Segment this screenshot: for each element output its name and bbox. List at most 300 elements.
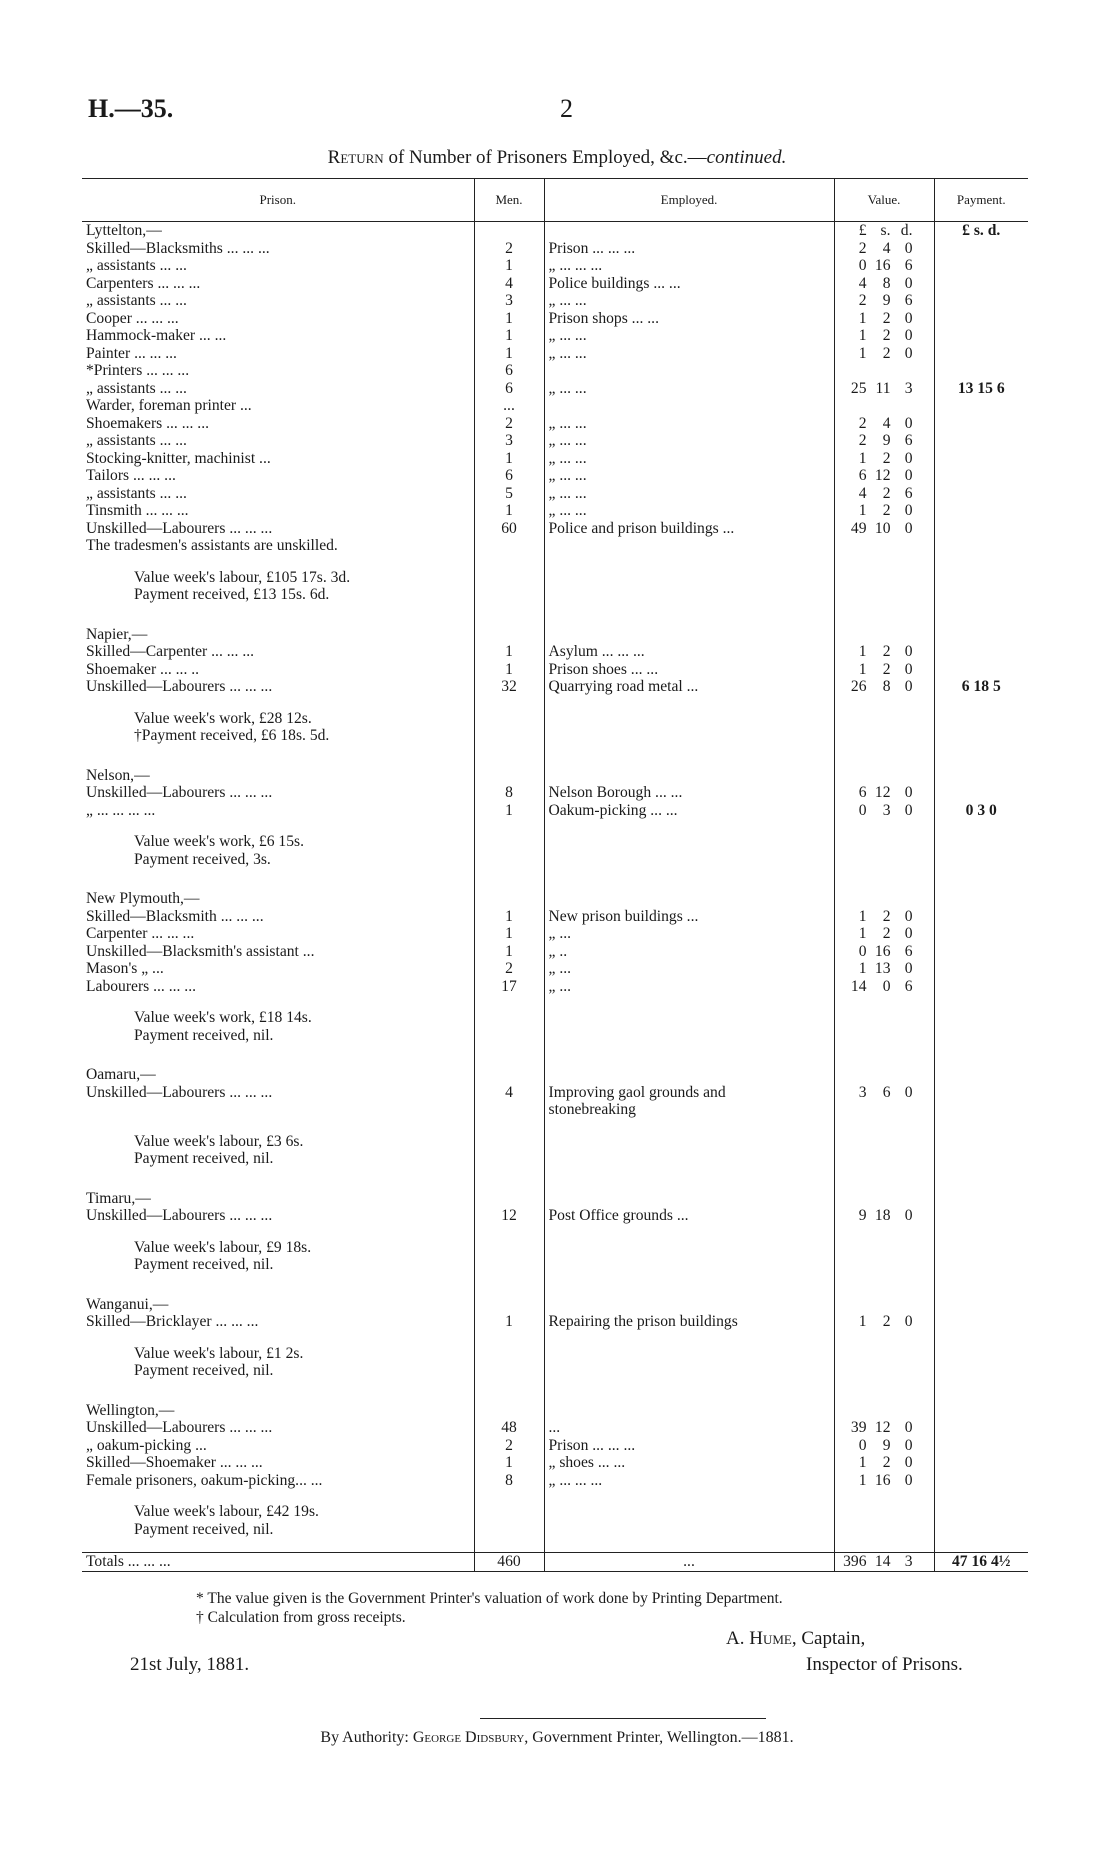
value-cell (834, 925, 934, 943)
spacer-cell (82, 1489, 474, 1503)
footnote-dagger: † Calculation from gross receipts. (196, 1609, 406, 1626)
signature-surname: Hume (749, 1628, 792, 1649)
spacer-cell (474, 1274, 544, 1296)
value-summary (82, 1133, 1028, 1151)
spacer-cell (544, 1380, 834, 1402)
payment-summary (82, 586, 1028, 604)
value-cell (834, 240, 934, 258)
men-count: 48 (474, 1419, 544, 1437)
prison-trade: Skilled—Carpenter ... ... ... (86, 643, 255, 660)
table-row (82, 520, 1028, 538)
value-pence: 6 (904, 432, 913, 449)
prison-trade: „ oakum-picking ... (86, 1436, 207, 1454)
footnote-star: * The value given is the Government Printer's valuation of work done by Printing Department. (196, 1590, 783, 1607)
prison-trade: „ assistants ... ... (86, 484, 187, 502)
payment-head (934, 890, 1028, 908)
value-summary (82, 833, 1028, 851)
return-title (0, 147, 1114, 169)
payment-summary-text: Payment received, £13 15s. 6d. (134, 586, 330, 603)
spacer-cell (544, 868, 834, 890)
title-lead: Return (327, 147, 384, 168)
spacer-row (82, 555, 1028, 569)
value-summary (82, 710, 1028, 728)
spacer-cell (934, 995, 1028, 1009)
prison-trade: „ assistants ... ... (86, 257, 187, 274)
spacer-cell (474, 1489, 544, 1503)
spacer-cell (834, 1274, 934, 1296)
value-pounds: 1 (858, 309, 867, 327)
payment-cell (934, 1472, 1028, 1490)
prison-trade: Unskilled—Labourers ... ... ... (86, 1083, 273, 1101)
spacer-cell (544, 1331, 834, 1345)
empty-cell (934, 1521, 1028, 1539)
spacer-cell (544, 1119, 834, 1133)
page-number: 2 (560, 94, 573, 123)
empty-cell (934, 1503, 1028, 1521)
table-row (82, 292, 1028, 310)
empty-cell (474, 537, 544, 555)
table-row (82, 661, 1028, 679)
value-shillings: 2 (882, 484, 891, 502)
men-count: 3 (474, 432, 544, 450)
value-pence: 0 (904, 1454, 913, 1471)
empty-cell (474, 1133, 544, 1151)
empty-cell (474, 1362, 544, 1380)
table-row (82, 362, 1028, 380)
section-note-text: The tradesmen's assistants are unskilled. (86, 537, 338, 554)
value-summary (82, 569, 1028, 587)
table-row (82, 502, 1028, 520)
value-pounds: 1 (858, 327, 867, 344)
value-cell (834, 978, 934, 996)
men-count: 1 (474, 345, 544, 363)
employed-cell (544, 415, 834, 433)
empty-cell (474, 626, 544, 644)
payment-cell (934, 520, 1028, 538)
spacer-cell (834, 555, 934, 569)
empty-cell (544, 1027, 834, 1045)
spacer-cell (82, 1168, 474, 1190)
value-pounds: 9 (858, 1207, 867, 1224)
value-cell (834, 520, 934, 538)
employed-on: Improving gaol grounds and (548, 1083, 726, 1101)
section-heading-timaru (82, 1190, 1028, 1208)
section-heading-nelson (82, 767, 1028, 785)
table-row (82, 908, 1028, 926)
empty-cell (474, 833, 544, 851)
value-pounds: 3 (858, 1083, 867, 1101)
payment-cell (934, 502, 1028, 520)
value-cell (834, 467, 934, 485)
employed-cell (544, 520, 834, 538)
value-summary-text: Value week's labour, £42 19s. (134, 1503, 319, 1520)
prison-trade: Tinsmith ... ... ... (86, 502, 189, 519)
payment-cell (934, 257, 1028, 275)
spacer-cell (934, 745, 1028, 767)
empty-cell (474, 890, 544, 908)
empty-cell (834, 537, 934, 555)
table-row (82, 1437, 1028, 1455)
empty-cell (544, 1256, 834, 1274)
document-reference: H.—35. (88, 94, 174, 123)
employed-cell (544, 310, 834, 328)
prison-trade: *Printers ... ... ... (86, 362, 190, 379)
spacer-cell (474, 1380, 544, 1402)
employed-on: Repairing the prison buildings (548, 1313, 738, 1330)
empty-cell (474, 1521, 544, 1539)
value-cell (834, 345, 934, 363)
empty-cell (834, 1027, 934, 1045)
spacer-cell (474, 1168, 544, 1190)
table-row (82, 257, 1028, 275)
spacer-cell (544, 1538, 834, 1553)
employed-on: Asylum ... ... ... (548, 643, 645, 660)
value-pence: 0 (904, 1313, 913, 1330)
value-cell (834, 257, 934, 275)
men-count: 12 (474, 1207, 544, 1225)
spacer-cell (474, 1044, 544, 1066)
table-row (82, 397, 1028, 415)
table-row (82, 415, 1028, 433)
empty-cell (474, 586, 544, 604)
value-cell (834, 327, 934, 345)
value-pounds: 49 (850, 519, 867, 537)
employed-cell (544, 1207, 834, 1225)
employed-on: „ shoes ... ... (548, 1454, 626, 1471)
value-cell (834, 943, 934, 961)
employed-cell (544, 292, 834, 310)
empty-cell (474, 1150, 544, 1168)
value-shillings: 2 (882, 907, 891, 925)
value-heads (834, 626, 934, 644)
payment-cell: 0 3 0 (934, 802, 1028, 820)
employed-cell (544, 345, 834, 363)
empty-cell (544, 222, 834, 240)
spacer-cell (834, 1538, 934, 1553)
prison-name: Lyttelton,— (86, 222, 162, 239)
men-count: 5 (474, 485, 544, 503)
payment-cell (934, 345, 1028, 363)
value-cell (834, 1084, 934, 1119)
value-pence: 0 (904, 414, 913, 432)
value-pence: 3 (904, 1553, 913, 1570)
spacer-cell (934, 1044, 1028, 1066)
table-row (82, 960, 1028, 978)
employed-on: ... (548, 1419, 561, 1436)
spacer-cell (934, 868, 1028, 890)
empty-cell (934, 1027, 1028, 1045)
value-cell (834, 432, 934, 450)
payment-cell (934, 1084, 1028, 1119)
employed-on: Police buildings ... ... (548, 274, 681, 292)
payment-cell (934, 310, 1028, 328)
employed-on: „ ... ... (548, 502, 587, 519)
employed-on: „ ... ... ... (548, 1471, 603, 1489)
payment-summary-text: Payment received, nil. (134, 1150, 274, 1167)
table-row (82, 327, 1028, 345)
empty-cell (544, 1190, 834, 1208)
prison-trade: Tailors ... ... ... (86, 467, 176, 484)
employed-cell (544, 1437, 834, 1455)
value-summary (82, 1239, 1028, 1257)
value-pounds: 2 (858, 432, 867, 449)
value-pence: 0 (904, 309, 913, 327)
spacer-cell (474, 995, 544, 1009)
value-shillings: 18 (874, 1207, 891, 1224)
employed-on: „ ... ... (548, 432, 587, 449)
payment-cell (934, 1437, 1028, 1455)
value-pounds: 4 (858, 274, 867, 292)
value-shillings: 3 (882, 801, 891, 819)
value-shillings: 12 (874, 1419, 891, 1436)
value-heads (834, 1190, 934, 1208)
prison-trade: Skilled—Bricklayer ... ... ... (86, 1313, 259, 1330)
spacer-cell (934, 1331, 1028, 1345)
empty-cell (934, 1256, 1028, 1274)
employed-cell (544, 275, 834, 293)
prison-trade: Unskilled—Blacksmith's assistant ... (86, 942, 315, 960)
payment-head: £ s. d. (934, 222, 1028, 240)
employed-cell (544, 432, 834, 450)
payment-head (934, 1402, 1028, 1420)
value-cell (834, 643, 934, 661)
empty-cell (834, 569, 934, 587)
value-pounds: 1 (858, 660, 867, 678)
payment-cell (934, 1207, 1028, 1225)
men-count: 60 (474, 520, 544, 538)
employed-cell (544, 380, 834, 398)
prison-trade: Painter ... ... ... (86, 344, 177, 362)
value-pounds: 1 (858, 1454, 867, 1471)
value-pounds: 6 (858, 784, 867, 801)
spacer-cell (834, 745, 934, 767)
prison-trade: Skilled—Shoemaker ... ... ... (86, 1454, 263, 1471)
empty-cell (474, 727, 544, 745)
value-shillings: 16 (874, 257, 891, 274)
value-shillings: 2 (882, 502, 891, 519)
value-shillings: 2 (882, 925, 891, 942)
spacer-row (82, 819, 1028, 833)
value-pounds: 39 (850, 1419, 867, 1436)
prison-name: Wellington,— (86, 1401, 175, 1419)
employed-cell (544, 450, 834, 468)
payment-cell (934, 1313, 1028, 1331)
signature-rank: , Captain, (791, 1628, 866, 1649)
value-shillings: 9 (882, 292, 891, 309)
employed-on: Prison ... ... ... (548, 239, 636, 257)
table-body (82, 222, 1028, 1572)
value-pence: 6 (904, 484, 913, 502)
men-count: 32 (474, 678, 544, 696)
prison-trade: Shoemaker ... ... .. (86, 660, 200, 678)
payment-cell (934, 275, 1028, 293)
empty-cell (934, 1345, 1028, 1363)
section-heading-new_plymouth (82, 890, 1028, 908)
employed-on: „ ... ... (548, 414, 587, 432)
value-pence: 0 (904, 502, 913, 519)
employed-on: „ ... ... (548, 327, 587, 344)
men-count: 1 (474, 502, 544, 520)
spacer-row (82, 1274, 1028, 1296)
spacer-row (82, 696, 1028, 710)
spacer-cell (834, 819, 934, 833)
value-shillings: 13 (874, 960, 891, 977)
employed-on-cont: stonebreaking (548, 1101, 636, 1118)
employed-on: „ ... ... ... (548, 257, 603, 274)
value-cell (834, 310, 934, 328)
payment-summary-text: †Payment received, £6 18s. 5d. (134, 727, 330, 744)
value-pounds: 2 (858, 292, 867, 309)
employed-cell (544, 397, 834, 415)
value-shillings: 2 (882, 643, 891, 660)
empty-cell (474, 1345, 544, 1363)
empty-cell (544, 626, 834, 644)
men-count: 1 (474, 1313, 544, 1331)
pence-head: d. (900, 222, 913, 239)
value-cell (834, 1313, 934, 1331)
col-men-header: Men. (474, 179, 544, 222)
men-count: 3 (474, 292, 544, 310)
payment-summary (82, 1027, 1028, 1045)
payment-head (934, 767, 1028, 785)
value-shillings: 2 (882, 1454, 891, 1471)
spacer-cell (544, 696, 834, 710)
value-heads (834, 1296, 934, 1314)
spacer-cell (544, 995, 834, 1009)
table-row (82, 1207, 1028, 1225)
value-pounds: 1 (858, 502, 867, 519)
payment-cell (934, 432, 1028, 450)
empty-cell (934, 537, 1028, 555)
payment-cell (934, 908, 1028, 926)
title-continued: continued. (706, 147, 787, 168)
table-row (82, 310, 1028, 328)
table-row (82, 1472, 1028, 1490)
spacer-cell (934, 1168, 1028, 1190)
payment-cell (934, 1454, 1028, 1472)
spacer-cell (934, 1119, 1028, 1133)
empty-cell (544, 1521, 834, 1539)
section-heading-lyttelton (82, 222, 1028, 240)
spacer-row (82, 1119, 1028, 1133)
payment-summary-text: Payment received, nil. (134, 1256, 274, 1273)
employed-cell (544, 960, 834, 978)
value-shillings: 11 (875, 379, 891, 397)
employed-cell (544, 327, 834, 345)
spacer-cell (82, 1538, 474, 1553)
value-pounds: 2 (858, 414, 867, 432)
spacer-cell (934, 1538, 1028, 1553)
value-summary-text: Value week's work, £18 14s. (134, 1009, 312, 1026)
prison-name: Nelson,— (86, 766, 150, 784)
spacer-row (82, 1168, 1028, 1190)
prison-trade: Carpenter ... ... ... (86, 925, 195, 942)
men-count: 4 (474, 275, 544, 293)
empty-cell (934, 586, 1028, 604)
imprint-rest: , Government Printer, Wellington.—1881. (524, 1729, 794, 1746)
value-shillings: 14 (874, 1553, 891, 1570)
payment-cell (934, 1419, 1028, 1437)
table-row (82, 678, 1028, 696)
spacer-cell (544, 555, 834, 569)
value-pounds: 1 (858, 960, 867, 977)
men-count: 1 (474, 802, 544, 820)
empty-cell (474, 1296, 544, 1314)
value-summary-text: Value week's work, £28 12s. (134, 709, 312, 727)
men-count: 2 (474, 960, 544, 978)
payment-summary-text: Payment received, nil. (134, 1362, 274, 1379)
prison-name: New Plymouth,— (86, 890, 200, 907)
table-row (82, 1313, 1028, 1331)
value-cell (834, 802, 934, 820)
spacer-cell (544, 1044, 834, 1066)
value-summary-text: Value week's work, £6 15s. (134, 833, 304, 850)
value-shillings: 8 (882, 274, 891, 292)
value-pence: 3 (904, 379, 913, 397)
spacer-cell (544, 1225, 834, 1239)
value-shillings: 0 (882, 977, 891, 995)
men-count: 8 (474, 784, 544, 802)
value-pounds: 1 (858, 344, 867, 362)
value-pounds: 4 (858, 484, 867, 502)
empty-cell (834, 1345, 934, 1363)
spacer-row (82, 868, 1028, 890)
spacer-cell (934, 1489, 1028, 1503)
report-date: 21st July, 1881. (130, 1654, 250, 1675)
title-rest: of Number of Prisoners Employed, &c.— (383, 147, 707, 168)
empty-cell (474, 1190, 544, 1208)
prisoners-return-table (82, 178, 1028, 1572)
col-value-header: Value. (834, 179, 934, 222)
value-pounds: 1 (858, 907, 867, 925)
men-count: 4 (474, 1084, 544, 1119)
employed-on: Oakum-picking ... ... (548, 801, 678, 819)
spacer-cell (834, 604, 934, 626)
prison-trade: „ ... ... ... ... (86, 801, 156, 819)
spacer-cell (82, 868, 474, 890)
empty-cell (474, 1402, 544, 1420)
value-shillings: 9 (882, 1436, 891, 1454)
employed-cell (544, 925, 834, 943)
payment-cell (934, 943, 1028, 961)
totals-payment: 47 16 4½ (934, 1553, 1028, 1572)
value-heads (834, 890, 934, 908)
men-count: 6 (474, 362, 544, 380)
value-shillings: 16 (874, 1471, 891, 1489)
payment-summary (82, 727, 1028, 745)
value-pence: 0 (904, 784, 913, 801)
table-row (82, 1084, 1028, 1119)
spacer-cell (474, 1119, 544, 1133)
employed-on: „ ... ... (548, 344, 587, 362)
value-pence: 6 (904, 292, 913, 309)
employed-cell (544, 802, 834, 820)
employed-cell (544, 1472, 834, 1490)
table-row (82, 925, 1028, 943)
men-count: 1 (474, 925, 544, 943)
value-cell (834, 678, 934, 696)
spacer-cell (82, 745, 474, 767)
prison-trade: Carpenters ... ... ... (86, 274, 201, 292)
spacer-cell (544, 745, 834, 767)
empty-cell (544, 1296, 834, 1314)
payment-cell: 13 15 6 (934, 380, 1028, 398)
table-row (82, 784, 1028, 802)
payment-summary-text: Payment received, nil. (134, 1520, 274, 1538)
spacer-row (82, 1538, 1028, 1553)
spacer-cell (834, 1225, 934, 1239)
value-pence: 0 (904, 519, 913, 537)
